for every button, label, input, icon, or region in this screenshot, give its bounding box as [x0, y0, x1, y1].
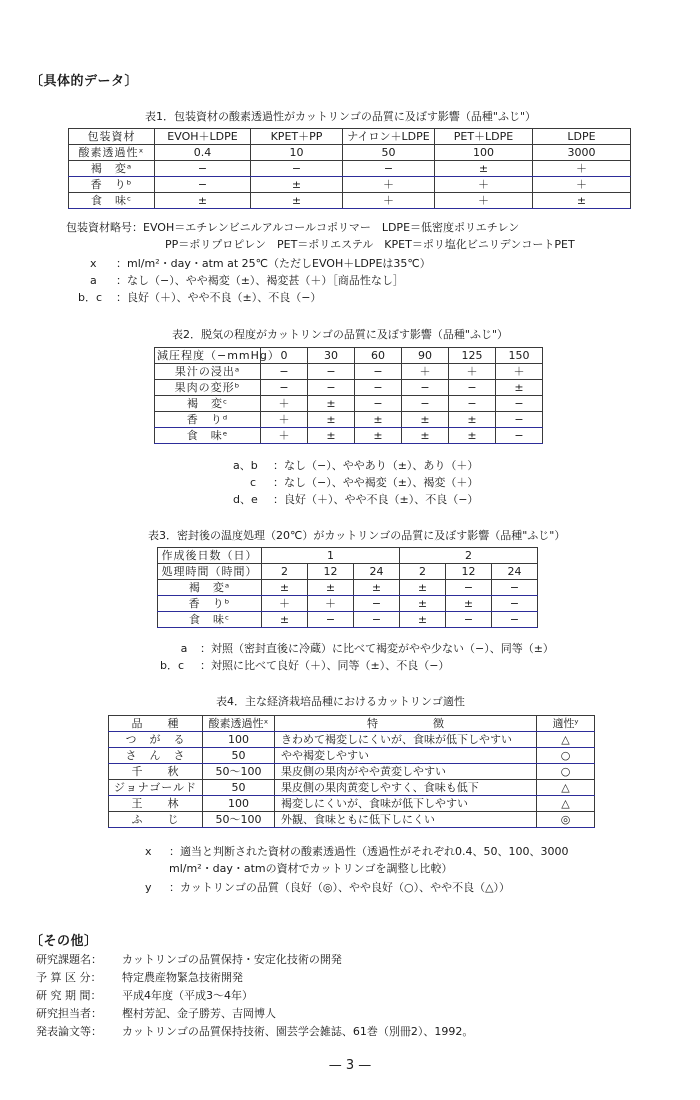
table-row	[158, 580, 538, 596]
row-label-cell: ジョナゴールド	[109, 780, 203, 796]
table-cell: ＋	[261, 412, 308, 428]
table-cell: 100	[203, 796, 275, 812]
row-label-cell: 食 味ᶜ	[158, 612, 262, 628]
table-cell: −	[496, 396, 543, 412]
table4	[108, 715, 595, 828]
table-row	[69, 129, 631, 145]
table-cell: やや褐変しやすい	[275, 748, 537, 764]
table-cell: ±	[308, 580, 354, 596]
table-cell: ±	[355, 428, 402, 444]
table-cell: ○	[537, 764, 595, 780]
table-cell: ナイロン＋LDPE	[343, 129, 435, 145]
table-cell: 2	[400, 564, 446, 580]
table-cell: ±	[251, 193, 343, 209]
table-cell: ±	[308, 412, 355, 428]
table-cell: △	[537, 732, 595, 748]
table-cell: ±	[262, 580, 308, 596]
table-cell: −	[446, 580, 492, 596]
table-cell: ＋	[343, 193, 435, 209]
table-cell: ＋	[449, 364, 496, 380]
table-cell: −	[261, 364, 308, 380]
row-label-cell: 食 味ᵉ	[155, 428, 261, 444]
table-row	[69, 193, 631, 209]
table-cell: EVOH＋LDPE	[155, 129, 251, 145]
table-cell: ±	[400, 596, 446, 612]
table-cell: ○	[537, 748, 595, 764]
table-cell: ＋	[343, 177, 435, 193]
table-cell: ＋	[261, 428, 308, 444]
table-cell: −	[354, 596, 400, 612]
table-cell: ＋	[533, 177, 631, 193]
table-row	[158, 564, 538, 580]
table-cell: ＋	[496, 364, 543, 380]
table-row	[158, 612, 538, 628]
row-label-cell: 王 林	[109, 796, 203, 812]
row-label-cell: 包装資材	[69, 129, 155, 145]
table-cell: 24	[354, 564, 400, 580]
table-cell: ±	[449, 412, 496, 428]
page-number: — 3 —	[328, 1058, 372, 1073]
table-cell: 12	[308, 564, 354, 580]
table-row	[155, 364, 543, 380]
table-cell: ＋	[308, 596, 354, 612]
info-row-budget: 予 算 区 分： 特定農産物緊急技術開発	[36, 971, 243, 984]
table4-note-x-1: x ：適当と判断された資材の酸素透過性（透過性がそれぞれ0.4、50、100、3000	[145, 845, 569, 858]
table-cell: 12	[446, 564, 492, 580]
table-cell: 150	[496, 348, 543, 364]
table1-note-x: x ：ml/m²・day・atm at 25℃（ただしEVOH＋LDPEは35℃）	[90, 257, 431, 270]
table-cell: 30	[308, 348, 355, 364]
table-cell: ±	[355, 412, 402, 428]
table-cell: ±	[446, 596, 492, 612]
table2-note-c: c ：なし（−）、やや褐変（±）、褐変（＋）	[249, 476, 479, 489]
table-cell: −	[402, 380, 449, 396]
table-cell: ＋	[261, 396, 308, 412]
row-label-cell: 褐 変ᵃ	[69, 161, 155, 177]
table-cell: −	[492, 580, 538, 596]
table-header-cell: 1	[262, 548, 400, 564]
table-cell: 125	[449, 348, 496, 364]
table-cell: 50〜100	[203, 812, 275, 828]
table-cell: ±	[402, 428, 449, 444]
info-row-staff: 研究担当者： 樫村芳記、金子勝芳、吉岡博人	[36, 1007, 276, 1020]
table4-note-y: y ：カットリンゴの品質（良好（◎）、やや良好（○）、やや不良（△））	[145, 881, 511, 894]
info-row-period: 研 究 期 間： 平成4年度（平成3〜4年）	[36, 989, 253, 1002]
table2-note-de: d、e ：良好（＋）、やや不良（±）、不良（−）	[233, 493, 479, 506]
table-cell: −	[261, 380, 308, 396]
table1-note-a: a ：なし（−）、やや褐変（±）、褐変甚（＋）［商品性なし］	[90, 274, 404, 287]
table-cell: △	[537, 796, 595, 812]
row-label-cell: 千 秋	[109, 764, 203, 780]
row-label-cell: さ ん さ	[109, 748, 203, 764]
table1-note-abbrev-2: PP＝ポリプロピレン PET＝ポリエステル KPET＝ポリ塩化ビニリデンコートPET	[165, 238, 575, 251]
table-cell: 50	[203, 780, 275, 796]
info-row-theme: 研究課題名： カットリンゴの品質保持・安定化技術の開発	[36, 953, 342, 966]
table-cell: ±	[435, 161, 533, 177]
table-cell: −	[355, 380, 402, 396]
table-cell: ＋	[402, 364, 449, 380]
table-cell: ±	[400, 612, 446, 628]
table-cell: 酸素透過性ˣ	[203, 716, 275, 732]
table-cell: ＋	[435, 177, 533, 193]
table-row	[158, 596, 538, 612]
table-cell: −	[155, 161, 251, 177]
row-label-cell: つ が る	[109, 732, 203, 748]
table-row	[155, 380, 543, 396]
table-cell: −	[449, 396, 496, 412]
section-heading-data: 〔具体的データ〕	[30, 74, 139, 89]
table-cell: 100	[435, 145, 533, 161]
table-cell: −	[492, 596, 538, 612]
table-cell: −	[446, 612, 492, 628]
table-cell: 褐変しにくいが、食味が低下しやすい	[275, 796, 537, 812]
table1-caption: 表1．包装資材の酸素透過性がカットリンゴの品質に及ぼす影響（品種"ふじ"）	[145, 110, 537, 123]
table3-caption: 表3．密封後の温度処理（20℃）がカットリンゴの品質に及ぼす影響（品種"ふじ"）	[148, 529, 566, 542]
row-label-cell: 作成後日数（日）	[158, 548, 262, 564]
table-cell: −	[496, 428, 543, 444]
table-header-row	[158, 548, 538, 564]
table-cell: −	[155, 177, 251, 193]
table-cell: 10	[251, 145, 343, 161]
row-label-cell: ふ じ	[109, 812, 203, 828]
table-cell: 適性ʸ	[537, 716, 595, 732]
table3-note-a: a ：対照（密封直後に冷蔵）に比べて褐変がやや少ない（−）、同等（±）	[180, 642, 554, 655]
table-cell: −	[343, 161, 435, 177]
table-cell: △	[537, 780, 595, 796]
row-label-cell: 品 種	[109, 716, 203, 732]
table-cell: 24	[492, 564, 538, 580]
table-cell: −	[355, 396, 402, 412]
table-cell: ±	[496, 380, 543, 396]
table3	[157, 547, 538, 628]
table-row	[155, 412, 543, 428]
table-row	[109, 716, 595, 732]
row-label-cell: 褐 変ᵃ	[158, 580, 262, 596]
table-cell: ±	[308, 428, 355, 444]
row-label-cell: 酸素透過性ˣ	[69, 145, 155, 161]
table-cell: −	[251, 161, 343, 177]
table-cell: −	[308, 380, 355, 396]
row-label-cell: 減圧程度（−mmHg）	[155, 348, 261, 364]
table-cell: 50	[343, 145, 435, 161]
table-cell: 100	[203, 732, 275, 748]
table-row	[69, 161, 631, 177]
table4-caption: 表4．主な経済栽培品種におけるカットリンゴ適性	[216, 695, 465, 708]
table2-note-ab: a、b ：なし（−）、ややあり（±）、あり（＋）	[233, 459, 479, 472]
table1	[68, 128, 631, 209]
table-cell: ±	[354, 580, 400, 596]
table-header-cell: 2	[400, 548, 538, 564]
table-row	[109, 780, 595, 796]
table-row	[155, 348, 543, 364]
row-label-cell: 香 りᵈ	[155, 412, 261, 428]
table-cell: 果皮側の果肉黄変しやすく、食味も低下	[275, 780, 537, 796]
table-cell: ±	[251, 177, 343, 193]
table-cell: ±	[155, 193, 251, 209]
table-cell: ◎	[537, 812, 595, 828]
table-cell: ±	[308, 396, 355, 412]
table-cell: ±	[449, 428, 496, 444]
table-cell: 2	[262, 564, 308, 580]
table-cell: ＋	[262, 596, 308, 612]
table-cell: 50	[203, 748, 275, 764]
table-cell: きわめて褐変しにくいが、食味が低下しやすい	[275, 732, 537, 748]
table-cell: ±	[533, 193, 631, 209]
table-cell: 0	[261, 348, 308, 364]
row-label-cell: 果肉の変形ᵇ	[155, 380, 261, 396]
table-cell: ＋	[435, 193, 533, 209]
table1-note-abbrev-1: 包装資材略号：EVOH＝エチレンビニルアルコールコポリマー LDPE＝低密度ポリエチレン	[66, 221, 520, 234]
table2-caption: 表2．脱気の程度がカットリンゴの品質に及ぼす影響（品種"ふじ"）	[172, 328, 509, 341]
section-heading-other: 〔その他〕	[30, 934, 98, 949]
table-cell: 3000	[533, 145, 631, 161]
table2	[154, 347, 543, 444]
row-label-cell: 食 味ᶜ	[69, 193, 155, 209]
table3-note-bc: b．c ：対照に比べて良好（＋）、同等（±）、不良（−）	[160, 659, 450, 672]
table-row	[69, 177, 631, 193]
table-row	[109, 748, 595, 764]
table-cell: −	[492, 612, 538, 628]
table-cell: PET＋LDPE	[435, 129, 533, 145]
table-cell: LDPE	[533, 129, 631, 145]
table-row	[109, 796, 595, 812]
table-cell: 特 徴	[275, 716, 537, 732]
table-cell: 90	[402, 348, 449, 364]
table-cell: −	[308, 364, 355, 380]
table-row	[155, 396, 543, 412]
table-row	[109, 764, 595, 780]
table-row	[155, 428, 543, 444]
row-label-cell: 褐 変ᶜ	[155, 396, 261, 412]
table-cell: −	[354, 612, 400, 628]
row-label-cell: 処理時間（時間）	[158, 564, 262, 580]
table-row	[109, 732, 595, 748]
table-cell: ±	[400, 580, 446, 596]
table1-note-bc: b．c ：良好（＋）、やや不良（±）、不良（−）	[78, 291, 322, 304]
table-cell: ±	[402, 412, 449, 428]
table-cell: 果皮側の果肉がやや黄変しやすい	[275, 764, 537, 780]
info-row-papers: 発表論文等： カットリンゴの品質保持技術、園芸学会雑誌、61巻（別冊2）、1992。	[36, 1025, 474, 1038]
table-row	[69, 145, 631, 161]
table4-note-x-2: ml/m²・day・atmの資材でカットリンゴを調整し比較）	[169, 862, 453, 875]
table-cell: ＋	[533, 161, 631, 177]
table-cell: 外観、食味ともに低下しにくい	[275, 812, 537, 828]
row-label-cell: 香 りᵇ	[69, 177, 155, 193]
table-cell: −	[308, 612, 354, 628]
table-cell: −	[402, 396, 449, 412]
table-cell: −	[355, 364, 402, 380]
table-cell: −	[496, 412, 543, 428]
row-label-cell: 果汁の浸出ᵃ	[155, 364, 261, 380]
table-cell: ±	[262, 612, 308, 628]
table-cell: −	[449, 380, 496, 396]
row-label-cell: 香 りᵇ	[158, 596, 262, 612]
table-cell: 0.4	[155, 145, 251, 161]
table-row	[109, 812, 595, 828]
table-cell: 50〜100	[203, 764, 275, 780]
table-cell: KPET＋PP	[251, 129, 343, 145]
table-cell: 60	[355, 348, 402, 364]
